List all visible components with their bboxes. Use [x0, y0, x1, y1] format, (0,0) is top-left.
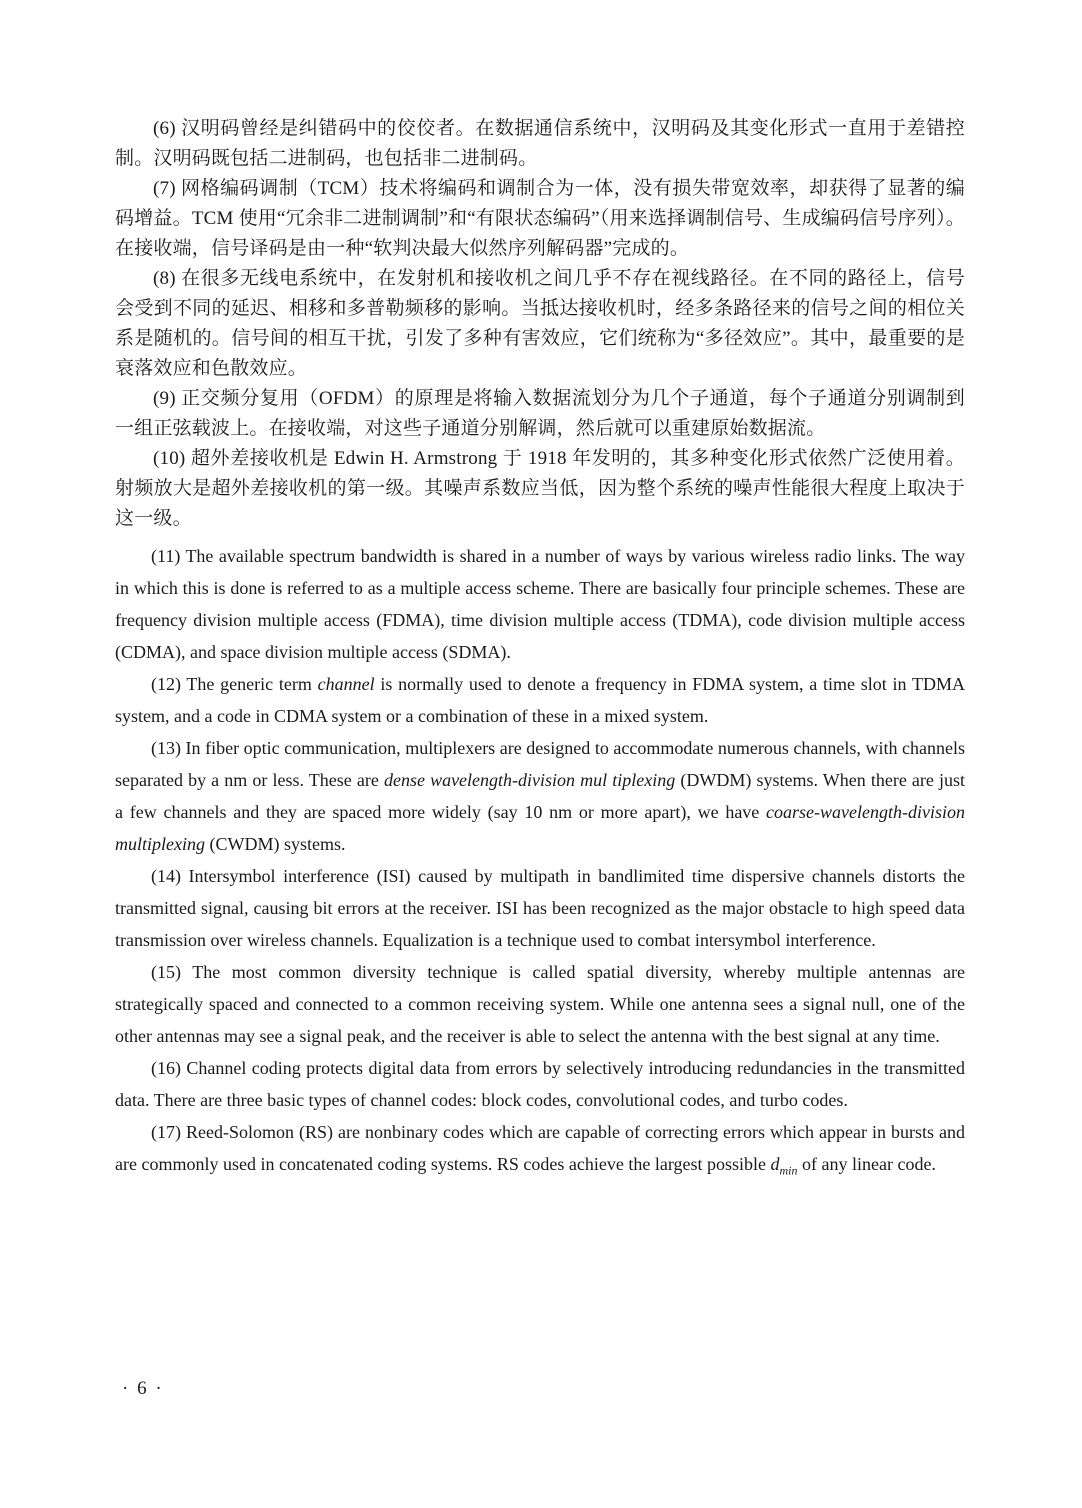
paragraph-9: (9) 正交频分复用（OFDM）的原理是将输入数据流划分为几个子通道，每个子通道分别调制到一组正弦载波上。在接收端，对这些子通道分别解调，然后就可以重建原始数据流。	[115, 388, 965, 439]
paragraph-7: (7) 网格编码调制（TCM）技术将编码和调制合为一体，没有损失带宽效率，却获得了显著的编码增益。TCM 使用“冗余非二进制调制”和“有限状态编码”（用来选择调制信号、生成编码信号序列）。在接收端，信号译码是由一种“软判决最大似然序列解码器”完成的。	[115, 178, 965, 259]
p13-italic-dwdm: dense wavelength-division mul tiplexing	[383, 770, 676, 790]
paragraph-15: (15) The most common diversity technique is called spatial diversity, whereby multiple antennas are strategically spaced and connected to a common receiving system. While one antenna sees a signal null, one of the other antennas may see a signal peak, and the receiver is able to select the antenna with the best signal at any time.	[115, 962, 965, 1046]
paragraph-14: (14) Intersymbol interference (ISI) caused by multipath in bandlimited time dispersive channels distorts the transmitted signal, causing bit errors at the receiver. ISI has been recognized as the major obstacle to high speed data transmission over wireless channels. Equalization is a technique used to combat intersymbol interference.	[115, 866, 965, 950]
p13-text-a: (13) In fiber optic communication, multiplexers are designed to accommodate numerous channels, with channels separated by a nm or less. These are	[115, 738, 965, 790]
paragraph-13	[115, 732, 965, 860]
paragraph-11: (11) The available spectrum bandwidth is shared in a number of ways by various wireless radio links. The way in which this is done is referred to as a multiple access scheme. There are basically four principle schemes. These are frequency division multiple access (FDMA), time division multiple access (TDMA), code division multiple access (CDMA), and space division multiple access (SDMA).	[115, 546, 965, 662]
paragraph-6: (6) 汉明码曾经是纠错码中的佼佼者。在数据通信系统中，汉明码及其变化形式一直用于差错控制。汉明码既包括二进制码，也包括非二进制码。	[115, 118, 965, 169]
p17-text-end: of any linear code.	[797, 1154, 936, 1174]
p12-italic-term: channel	[317, 674, 375, 694]
p17-text: (17) Reed-Solomon (RS) are nonbinary codes which are capable of correcting errors which appear in bursts and are commonly used in concatenated coding systems. RS codes achieve the largest possible	[115, 1122, 965, 1174]
p12-text-after: is normally used to denote a frequency in FDMA system, a time slot in TDMA system, and a code in CDMA system or a combination of these in a mixed system.	[115, 674, 965, 726]
p17-min-subscript: min	[779, 1163, 798, 1178]
english-section	[115, 540, 965, 1187]
page-number: · 6 ·	[122, 1378, 164, 1399]
p13-text-e: (CWDM) systems.	[204, 834, 346, 854]
p13-italic-cwdm: coarse-wavelength-division multiplexing	[115, 802, 965, 854]
paragraph-8: (8) 在很多无线电系统中，在发射机和接收机之间几乎不存在视线路径。在不同的路径上，信号会受到不同的延迟、相移和多普勒频移的影响。当抵达接收机时，经多条路径来的信号之间的相位关系是随机的。信号间的相互干扰，引发了多种有害效应，它们统称为“多径效应”。其中，最重要的是衰落效应和色散效应。	[115, 268, 965, 379]
paragraph-10: (10) 超外差接收机是 Edwin H. Armstrong 于 1918 年发明的，其多种变化形式依然广泛使用着。射频放大是超外差接收机的第一级。其噪声系数应当低，因为整个系统的噪声性能很大程度上取决于这一级。	[115, 448, 965, 529]
document-page	[115, 114, 965, 1187]
p17-dmin-symbol	[770, 1154, 798, 1178]
p12-text-before: (12) The generic term	[151, 674, 318, 694]
p13-text-c: (DWDM) systems. When there are just a few channels and they are spaced more widely (say 10 nm or more apart), we have	[115, 770, 966, 822]
paragraph-12	[115, 668, 965, 732]
p17-d: d	[770, 1154, 780, 1174]
paragraph-16: (16) Channel coding protects digital data from errors by selectively introducing redundancies in the transmitted data. There are three basic types of channel codes: block codes, convolutional codes, and turbo codes.	[115, 1058, 965, 1110]
paragraph-17	[115, 1116, 965, 1187]
